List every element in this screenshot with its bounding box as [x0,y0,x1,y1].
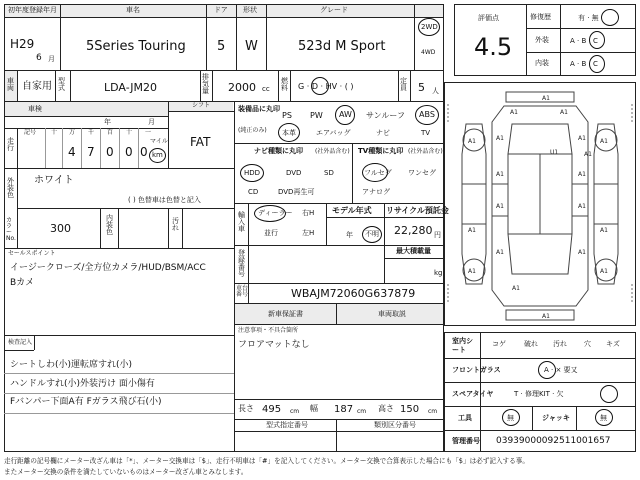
digit-header-0: 記号 [24,129,37,136]
equipment-sub: (純正のみ) [238,127,267,134]
length-value: 495 [262,404,282,415]
mileage-label: 車検 [28,105,42,113]
notes-value: フロアマットなし [238,340,310,350]
score-label: 評価点 [478,14,499,22]
mileage-digit-4: 0 [140,145,148,159]
color-value: ホワイト [34,175,74,186]
model-name: 5Series Touring [86,39,186,54]
chassis-value: WBAJM72060G637879 [291,287,416,300]
interior-short: 汚れ [172,217,179,232]
spare-options: T · 修理KIT · 欠 [514,390,564,398]
shape-header: 形状 [243,6,257,14]
shift-value: FAT [190,135,211,149]
mark-wheel-rl: A1 [468,268,476,275]
exterior-b-circle [589,31,605,49]
mark-roof: A1 [584,151,592,158]
max-load-label: 最大積載量 [396,247,431,255]
tv-analog: アナログ [362,188,390,196]
equip-leather: 本革 [282,129,296,137]
inspection-line-2: ハンドルすれ(小)外装汚け 面小傷有 [10,379,155,389]
color-label: 外装色 [7,177,14,199]
recycle-value: 22,280 [394,224,433,237]
manual-label: 車両取説 [378,310,406,318]
mark-fender-right: A1 [578,135,586,142]
seat-item-yabure: 破れ [524,340,538,348]
digit-header-3: 千 [88,129,95,136]
fuel-options: G · D · HV · ( ) [298,82,354,91]
width-unit: cm [357,408,367,415]
cap-value: 5 [418,81,425,94]
mark-door-fr: A1 [578,171,586,178]
digit-header-5: 十 [126,129,133,136]
interior2-label: 内装 [535,59,549,67]
mileage-digit-1: 7 [87,145,95,159]
mark-side-left: A1 [468,227,476,234]
navi-sub: (社外品含む) [315,148,350,155]
import-left: 左H [302,229,315,237]
mark-wheel-rr: A1 [600,268,608,275]
grade-header: グレード [320,6,348,14]
mileage-digit-3: 0 [125,145,133,159]
reg-month-unit: 月 [48,55,55,63]
door-header: ドア [214,6,228,14]
length-label: 長さ [238,404,254,413]
use-value: 自家用 [22,81,52,92]
jack-value: 無 [600,414,607,422]
digit-header-2: 万 [69,129,76,136]
mile-label: マイル [150,138,168,145]
mark-quarter-left: A1 [496,249,504,256]
mark-wheel-fl: A1 [468,138,476,145]
reg-year: H29 [10,37,35,51]
navi-sd: SD [324,169,334,177]
width-label: 幅 [310,404,318,413]
reg-month: 6 [36,53,42,63]
mileage-digit-2: 0 [106,145,114,159]
mark-door-rr: A1 [578,203,586,210]
exterior-label: 外装 [535,36,549,44]
model-header: 車名 [126,6,140,14]
seat-label: 室内シート [452,337,473,355]
mgmt-value: 03939000092511001657 [496,436,611,446]
height-label: 高さ [378,404,394,413]
color-note: ( ) 色替車は色替と記入 [128,196,201,204]
spare-missing-circle [600,385,618,403]
tools-value: 無 [507,414,514,422]
tv-fullseg: フルセグ [364,169,392,177]
fuel-label: 燃料 [281,77,288,92]
spare-label: スペアタイヤ [452,390,494,398]
import-parallel: 並行 [264,229,278,237]
digit-header-6: 一 [145,129,152,136]
sales-point-label: セールスポイント [8,250,56,257]
mgmt-label: 管理番号 [452,437,480,445]
inspection-line-1: シートしわ(小)運転席すれ(小) [10,360,133,370]
digit-header-4: 百 [107,129,114,136]
type-value: LDA-JM20 [104,81,158,94]
disp-label: 排気量 [202,73,209,95]
tools-label: 工具 [458,414,472,422]
drive-4wd: 4WD [421,49,436,56]
equip-aw: AW [339,110,352,119]
score-value: 4.5 [474,33,513,61]
doors-value: 5 [217,39,226,54]
mark-hood-right: A1 [560,109,568,116]
drive-2wd: 2WD [421,23,438,31]
height-unit: cm [428,408,438,415]
navi-cd: CD [248,188,259,196]
fuel-d-circle [311,77,329,95]
reg-date-header: 初年度登録年月 [8,6,57,14]
repair-label: 修復歴 [530,13,551,21]
import-right: 右H [302,209,315,217]
model-year-label: モデル年式 [332,206,372,215]
cap-label: 定員 [400,77,407,92]
equip-sunroof: サンルーフ [366,111,405,120]
km-label: km [152,151,163,159]
model-year-unknown: 不明 [365,230,379,238]
import-dealer: ディーラー [258,209,293,217]
mark-door-rl: A1 [496,203,504,210]
mark-rear-bumper: A1 [542,313,550,320]
repair-options: 有 · 無 [578,14,599,22]
class-label: 類別区分番号 [374,421,416,429]
color-no-value: 300 [50,222,71,235]
seat-item-ana: 穴 [584,340,591,348]
shape-value: W [245,39,258,54]
interior2-b-circle [589,55,605,73]
inspection-label: 検査記入 [8,339,33,346]
repair-none-circle [601,9,619,26]
mark-fender-left: A1 [496,135,504,142]
navi-dvd-play: DVD再生可 [278,188,315,196]
distance-label: 走行 [7,137,14,152]
month-label: 月 [148,118,155,126]
length-unit: cm [290,408,300,415]
cap-unit: 人 [432,87,439,95]
tv-label: TV種類に丸印 [358,147,404,155]
interior-label: 内装色 [106,214,113,236]
grade-value: 523d M Sport [298,39,386,54]
navi-dvd: DVD [286,169,302,177]
mark-quarter-right: A1 [578,249,586,256]
equip-airbag: エアバッグ [316,129,351,137]
recycle-unit: 円 [434,231,441,239]
equip-abs: ABS [419,110,435,119]
disp-value: 2000 [228,81,256,94]
tv-oneseg: ワンセグ [408,169,436,177]
inspection-line-3: Fバンパー下面A有 Fガラス飛び石(小) [10,397,162,407]
jack-label: ジャッキ [542,414,570,422]
tv-sub: (社外品含む) [408,148,443,155]
chassis-label: 車台番号 [236,285,249,298]
seat-item-kizu: キズ [606,340,620,348]
seat-item-koge: コゲ [492,340,506,348]
mark-wheel-fr: A1 [600,138,608,145]
sales-point-2: Bカメ [10,278,35,288]
exterior-options: A · B · C [570,37,598,45]
type-label: 型式 [58,77,65,92]
mark-door-fl: A1 [496,171,504,178]
equip-ps: PS [282,111,292,120]
navi-label: ナビ種類に丸印 [254,147,303,155]
max-load-unit: kg [434,269,443,277]
mark-trunk-left: A1 [512,285,520,292]
seat-item-yogore: 汚れ [553,340,567,348]
interior2-options: A · B · C [570,60,598,68]
equip-navi: ナビ [376,129,390,137]
notes-label: 注意事項・不具合箇所 [238,327,299,334]
reg-no-label: 登録番号 [238,249,245,278]
import-label: 輸入車 [238,211,245,233]
mark-front-bumper: A1 [542,95,550,102]
front-glass-options: A · × 要又 [544,366,578,374]
sales-point-1: イージークローズ/全方位カメラ/HUD/BSM/ACC [10,263,206,273]
model-year-year: 年 [346,231,353,239]
mark-hood-left: A1 [510,109,518,116]
year-label: 年 [104,118,111,126]
cert-label: 型式指定番号 [266,421,308,429]
digit-header-1: 十 [51,129,58,136]
use-label: 車両 [7,77,14,92]
equipment-label: 装備品に丸印 [238,105,280,113]
shift-label: シフト [192,102,211,109]
equip-tv: TV [421,129,431,137]
recycle-label: リサイクル預託金 [386,206,449,215]
disp-unit: cc [262,85,270,93]
mark-side-right: A1 [600,227,608,234]
mileage-digit-0: 4 [68,145,76,159]
footer-note-2: またメーター交換の条件を満たしていないものはメーター改ざん車とみなします。 [4,468,248,476]
mark-glass: U1 [550,149,559,156]
height-value: 150 [400,404,420,415]
car-damage-diagram [446,84,634,324]
navi-hdd: HDD [244,169,261,177]
equip-pw: PW [310,111,323,120]
width-value: 187 [334,404,354,415]
footer-note-1: 走行距離の記号欄にメーター改ざん車は「*」、メーター交換車は「$」、走行不明車は「#」を記入してください。メーター交換で合算表示した場合にも「$」は必ず記入する事。 [4,457,529,465]
color-no-label: カラーNo. [6,217,16,242]
warranty-label: 新車保証書 [268,310,303,318]
front-glass-label: フロントガラス [452,366,501,374]
